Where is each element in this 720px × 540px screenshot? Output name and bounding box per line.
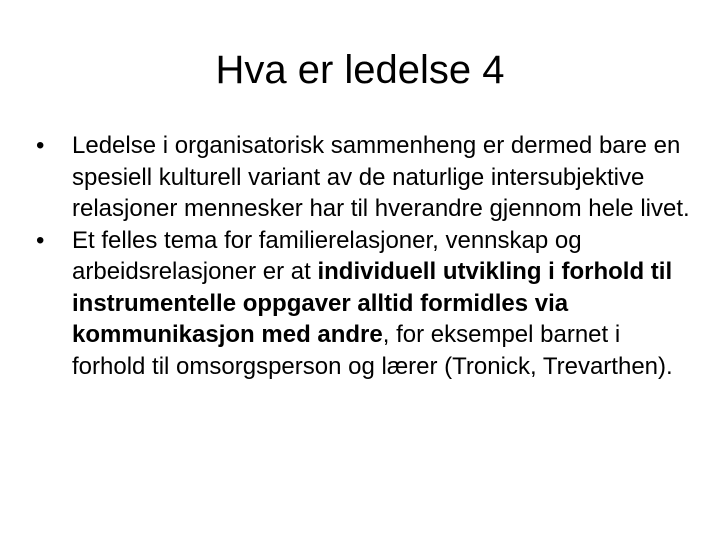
bullet-text-plain: , for eksempel barnet i forhold til omsorgsperson og lærer (Tronick, Trevarthen).: [72, 321, 673, 380]
slide-title: Hva er ledelse 4: [215, 48, 505, 92]
bullet-item: [36, 130, 696, 225]
bullet-text: Ledelse i organisatorisk sammenheng er dermed bare en spesiell kulturell variant av de naturlige intersubjektive relasjoner mennesker har til hverandre gjennom hele livet.: [72, 132, 690, 222]
bullet-text-emphasis: individuell utvikling i forhold til instrumentelle oppgaver alltid formidles via kommunikasjon med andre: [72, 258, 673, 348]
bullet-item: [36, 225, 696, 383]
bullet-dot: •: [36, 132, 45, 159]
bullet-text: [72, 227, 673, 380]
bullet-list: [36, 130, 696, 382]
bullet-text-plain: Et felles tema for familierelasjoner, vennskap og arbeidsrelasjoner er at: [72, 226, 582, 285]
bullet-dot: •: [36, 226, 45, 254]
